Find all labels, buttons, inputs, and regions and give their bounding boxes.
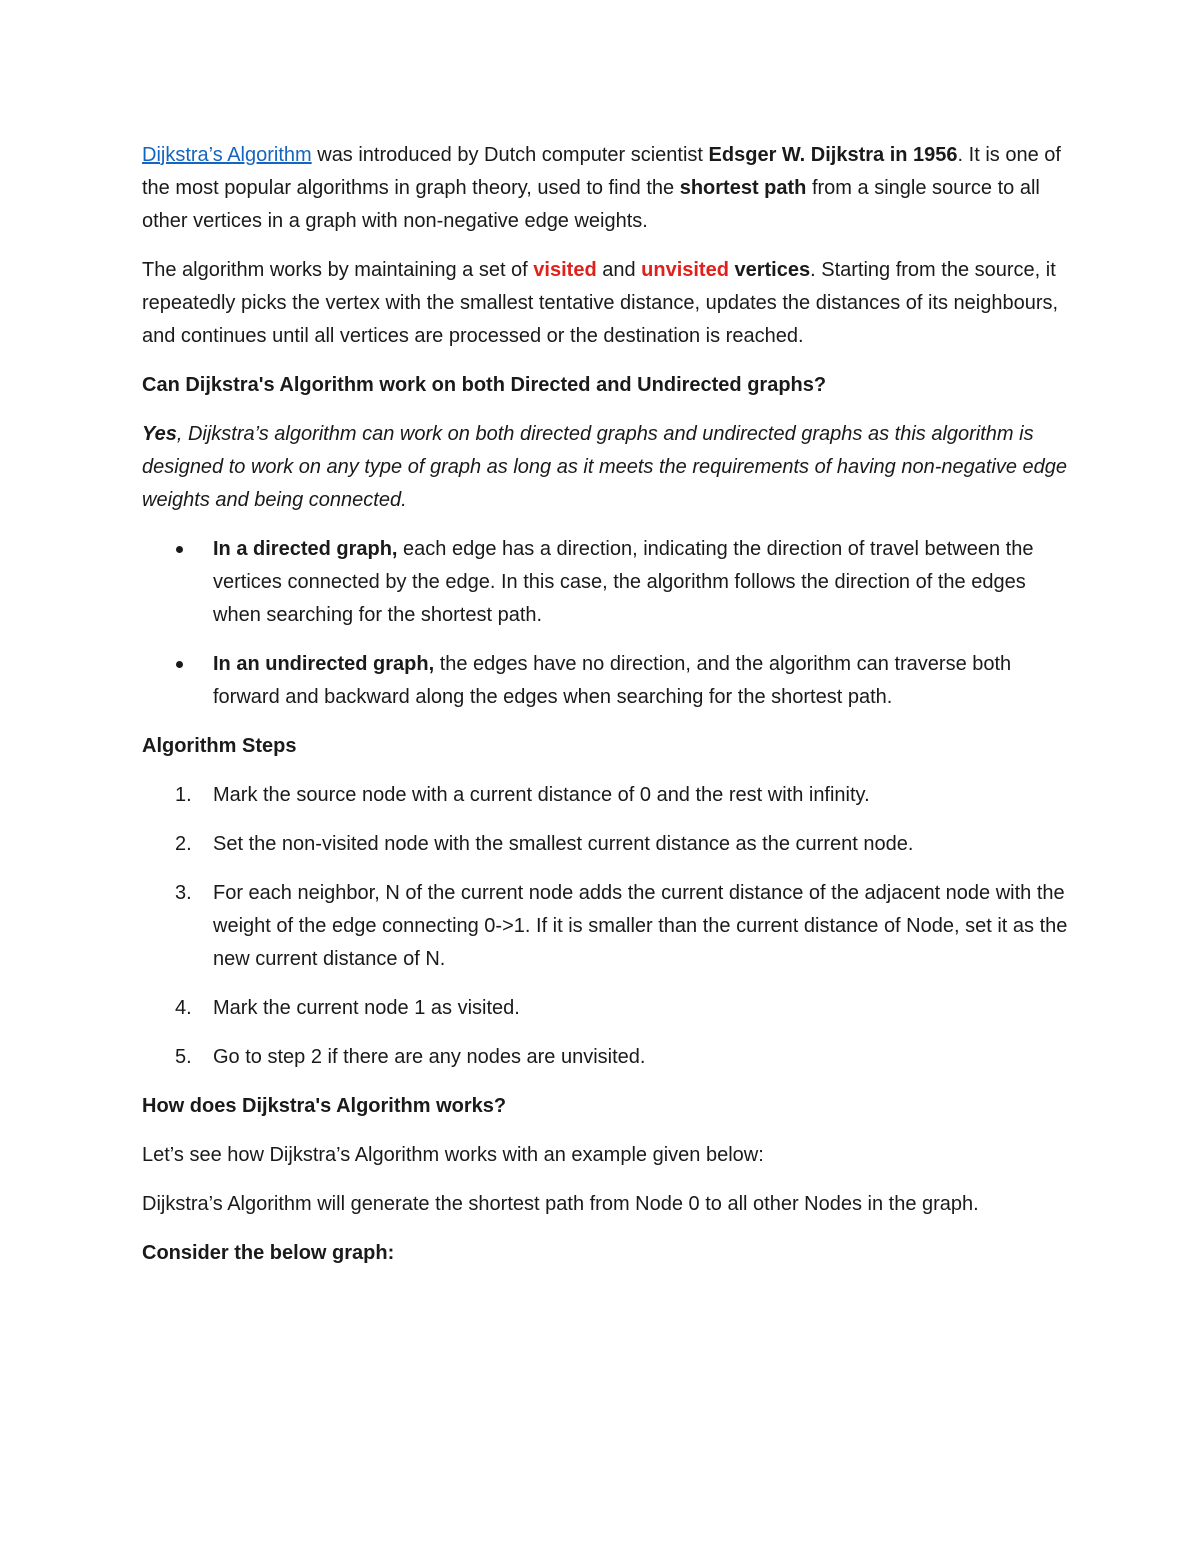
list-item-step-1 <box>142 779 1072 812</box>
question-1-text: Can Dijkstra's Algorithm work on both Directed and Undirected graphs? <box>142 374 827 396</box>
list-item-undirected <box>142 648 1072 714</box>
list-item-step-5 <box>142 1041 1072 1074</box>
algorithm-steps-list <box>142 779 1072 1074</box>
list-item-directed <box>142 533 1072 632</box>
works-paragraph <box>142 254 1072 353</box>
bullet-text: the edges have no direction, and the algorithm can traverse both forward and backward along the edges when searching for the shortest path. <box>213 653 1012 708</box>
intro-text-3: from a single source to all other vertices in a graph with non-negative edge weights. <box>142 177 1040 232</box>
works-text-3: . Starting from the source, it repeatedly picks the vertex with the smallest tentative distance, updates the distances of its neighbours, and continues until all vertices are processed or the destination is reached. <box>142 259 1059 347</box>
dijkstra-algorithm-link[interactable]: Dijkstra’s Algorithm <box>142 144 312 166</box>
intro-bold-inventor: Edsger W. Dijkstra in 1956 <box>708 144 958 166</box>
bullet-icon <box>176 661 183 668</box>
bullet-bold-label: In an undirected graph, <box>213 653 435 675</box>
intro-text-1: was introduced by Dutch computer scientist <box>311 144 709 166</box>
intro-paragraph <box>142 139 1072 238</box>
step-number: 5. <box>175 1046 192 1068</box>
question-2-text: How does Dijkstra's Algorithm works? <box>142 1095 507 1117</box>
step-text: Set the non-visited node with the smallest current distance as the current node. <box>213 833 914 855</box>
step-number: 1. <box>175 784 192 806</box>
step-number: 4. <box>175 997 192 1019</box>
step-text: For each neighbor, N of the current node adds the current distance of the adjacent node with the weight of the edge connecting 0->1. If it is smaller than the current distance of Node, set it as the new current distance of N. <box>213 882 1068 970</box>
works-text-1: The algorithm works by maintaining a set of <box>142 259 534 281</box>
visited-highlight: visited <box>533 259 597 281</box>
step-number: 2. <box>175 833 192 855</box>
answer-yes: Yes <box>142 423 177 445</box>
vertices-bold: vertices <box>728 259 811 281</box>
step-text: Mark the current node 1 as visited. <box>213 997 520 1019</box>
graph-type-bullet-list <box>142 533 1072 714</box>
answer-paragraph <box>142 418 1072 517</box>
list-item-step-4 <box>142 992 1072 1025</box>
unvisited-highlight: unvisited <box>641 259 729 281</box>
steps-heading-text: Algorithm Steps <box>142 735 297 757</box>
consider-text: Consider the below graph: <box>142 1242 395 1264</box>
step-text: Mark the source node with a current distance of 0 and the rest with infinity. <box>213 784 870 806</box>
bullet-icon <box>176 546 183 553</box>
works-text-2: and <box>596 259 642 281</box>
question-directed-undirected-heading <box>142 369 1072 402</box>
intro-text-2: . It is one of the most popular algorithms in graph theory, used to find the <box>142 144 1061 199</box>
example-intro-line: Let’s see how Dijkstra’s Algorithm works with an example given below: <box>142 1144 764 1166</box>
algorithm-steps-heading <box>142 730 1072 763</box>
list-item-step-3 <box>142 877 1072 976</box>
step-number: 3. <box>175 882 192 904</box>
consider-graph-heading <box>142 1237 1072 1270</box>
list-item-step-2 <box>142 828 1072 861</box>
intro-bold-shortest-path: shortest path <box>679 177 807 199</box>
document-page <box>142 139 1072 1286</box>
example-description-line: Dijkstra’s Algorithm will generate the shortest path from Node 0 to all other Nodes in the graph. <box>142 1193 979 1215</box>
bullet-bold-label: In a directed graph, <box>213 538 398 560</box>
how-it-works-heading <box>142 1090 1072 1123</box>
bullet-text: each edge has a direction, indicating the direction of travel between the vertices connected by the edge. In this case, the algorithm follows the direction of the edges when searching for the shortest path. <box>213 538 1034 626</box>
answer-text: , Dijkstra’s algorithm can work on both directed graphs and undirected graphs as this algorithm is designed to work on any type of graph as long as it meets the requirements of having non-negative edge weights and being connected. <box>142 423 1068 511</box>
step-text: Go to step 2 if there are any nodes are unvisited. <box>213 1046 646 1068</box>
